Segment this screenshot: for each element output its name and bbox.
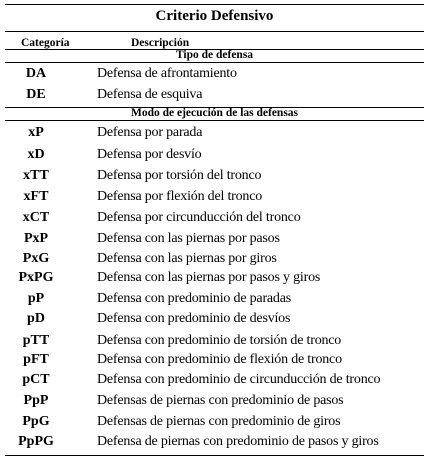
row-description: Defensa con las piernas por pasos y giros <box>97 270 321 285</box>
row-code: PxP <box>23 231 49 246</box>
row-description: Defensa con predominio de circunducción de tronco <box>97 372 381 387</box>
row-code: xP <box>28 125 44 140</box>
section-title-defense-type: Tipo de defensa <box>175 49 254 61</box>
row-description: Defensa por desvío <box>97 147 202 162</box>
row-description: Defensa por torsión del tronco <box>97 168 262 183</box>
row-description: Defensas de piernas con predominio de giros <box>97 414 341 429</box>
row-code: pTT <box>22 333 50 348</box>
title-rule <box>5 31 424 32</box>
row-description: Defensa de esquiva <box>97 87 203 102</box>
row-code: pD <box>27 311 45 326</box>
row-code: DA <box>25 66 47 81</box>
row-description: Defensa por flexión del tronco <box>97 189 263 204</box>
row-code: PxPG <box>18 270 54 285</box>
row-description: Defensa de piernas con predominio de pasos y giros <box>97 434 379 449</box>
section-rule-defense-type <box>5 62 424 63</box>
row-code: xFT <box>23 189 49 204</box>
row-code: PxG <box>22 251 50 266</box>
row-code: xCT <box>22 210 50 225</box>
row-code: DE <box>26 87 46 102</box>
column-header-category: Categoría <box>21 37 70 49</box>
section-title-execution-mode: Modo de ejecución de las defensas <box>130 107 299 119</box>
row-description: Defensa con predominio de flexión de tronco <box>97 352 342 367</box>
row-description: Defensa con las piernas por giros <box>97 251 277 266</box>
row-code: xTT <box>23 168 49 183</box>
row-description: Defensa con predominio de paradas <box>97 291 291 306</box>
row-description: Defensa con las piernas por pasos <box>97 231 280 246</box>
row-description: Defensa por parada <box>97 125 203 140</box>
table-title: Criterio Defensivo <box>155 8 274 24</box>
section-rule-execution <box>5 120 424 121</box>
row-description: Defensas de piernas con predominio de pasos <box>97 393 344 408</box>
row-code: pFT <box>23 352 49 367</box>
row-description: Defensa con predominio de desvíos <box>97 311 291 326</box>
row-code: pP <box>27 291 45 306</box>
row-code: PpPG <box>18 434 54 449</box>
row-description: Defensa de afrontamiento <box>97 66 237 81</box>
column-header-description: Descripción <box>131 37 190 49</box>
row-description: Defensa por circunducción del tronco <box>97 210 301 225</box>
row-code: PpP <box>23 393 49 408</box>
row-description: Defensa con predominio de torsión de tronco <box>97 333 342 348</box>
row-code: PpG <box>22 414 50 429</box>
row-code: xD <box>27 147 45 162</box>
bottom-rule <box>5 455 424 456</box>
top-rule <box>5 4 424 5</box>
row-code: pCT <box>22 372 50 387</box>
